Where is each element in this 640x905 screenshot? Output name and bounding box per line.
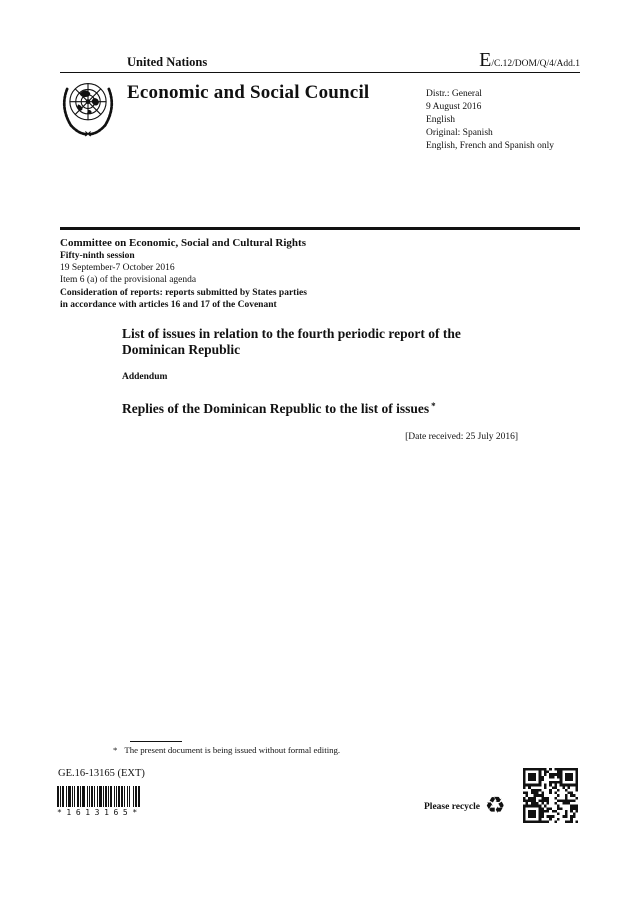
languages-note-line: English, French and Spanish only (426, 141, 554, 151)
qr-code (523, 768, 578, 823)
recycle-label: Please recycle (424, 801, 480, 812)
committee-name: Committee on Economic, Social and Cultural Rights (60, 237, 306, 249)
distr-line: Distr.: General (426, 89, 482, 99)
original-language-line: Original: Spanish (426, 128, 493, 138)
report-title: List of issues in relation to the fourth periodic report of the Dominican Republic (122, 326, 461, 357)
footnote-reference: * (431, 401, 436, 411)
recycle-icon: ♻ (485, 793, 506, 819)
addendum-label: Addendum (122, 372, 168, 382)
section-rule (60, 227, 580, 230)
date-line: 9 August 2016 (426, 102, 482, 112)
footnote-rule (130, 741, 182, 742)
session-dates: 19 September-7 October 2016 (60, 263, 175, 274)
barcode (57, 786, 150, 817)
doc-symbol-suffix: /C.12/DOM/Q/4/Add.1 (491, 59, 580, 69)
agenda-description-line1: Consideration of reports: reports submitted by States parties (60, 287, 307, 298)
footnote-text: The present document is being issued without formal editing. (124, 745, 341, 755)
doc-meta-block (426, 88, 554, 153)
report-subtitle (122, 401, 562, 417)
page-title: Economic and Social Council (127, 82, 370, 103)
session-block (60, 236, 307, 311)
footnote (113, 745, 340, 755)
doc-symbol-prefix: E (479, 49, 492, 71)
language-line: English (426, 115, 456, 125)
session-title: Fifty-ninth session (60, 251, 135, 261)
un-emblem-icon (59, 77, 117, 139)
agenda-item: Item 6 (a) of the provisional agenda (60, 275, 197, 286)
doc-number: GE.16-13165 (EXT) (58, 768, 145, 779)
barcode-bars (57, 786, 150, 807)
barcode-text: *1613165* (57, 808, 142, 817)
recycle-notice (424, 795, 506, 818)
agenda-description-line2: in accordance with articles 16 and 17 of the Covenant (60, 299, 277, 310)
doc-symbol (60, 49, 580, 72)
org-name: United Nations (127, 55, 208, 69)
report-subtitle-text: Replies of the Dominican Republic to the list of issues (122, 401, 430, 416)
date-received: [Date received: 25 July 2016] (405, 432, 518, 442)
footnote-marker: * (113, 745, 118, 755)
header-rule (60, 72, 580, 73)
